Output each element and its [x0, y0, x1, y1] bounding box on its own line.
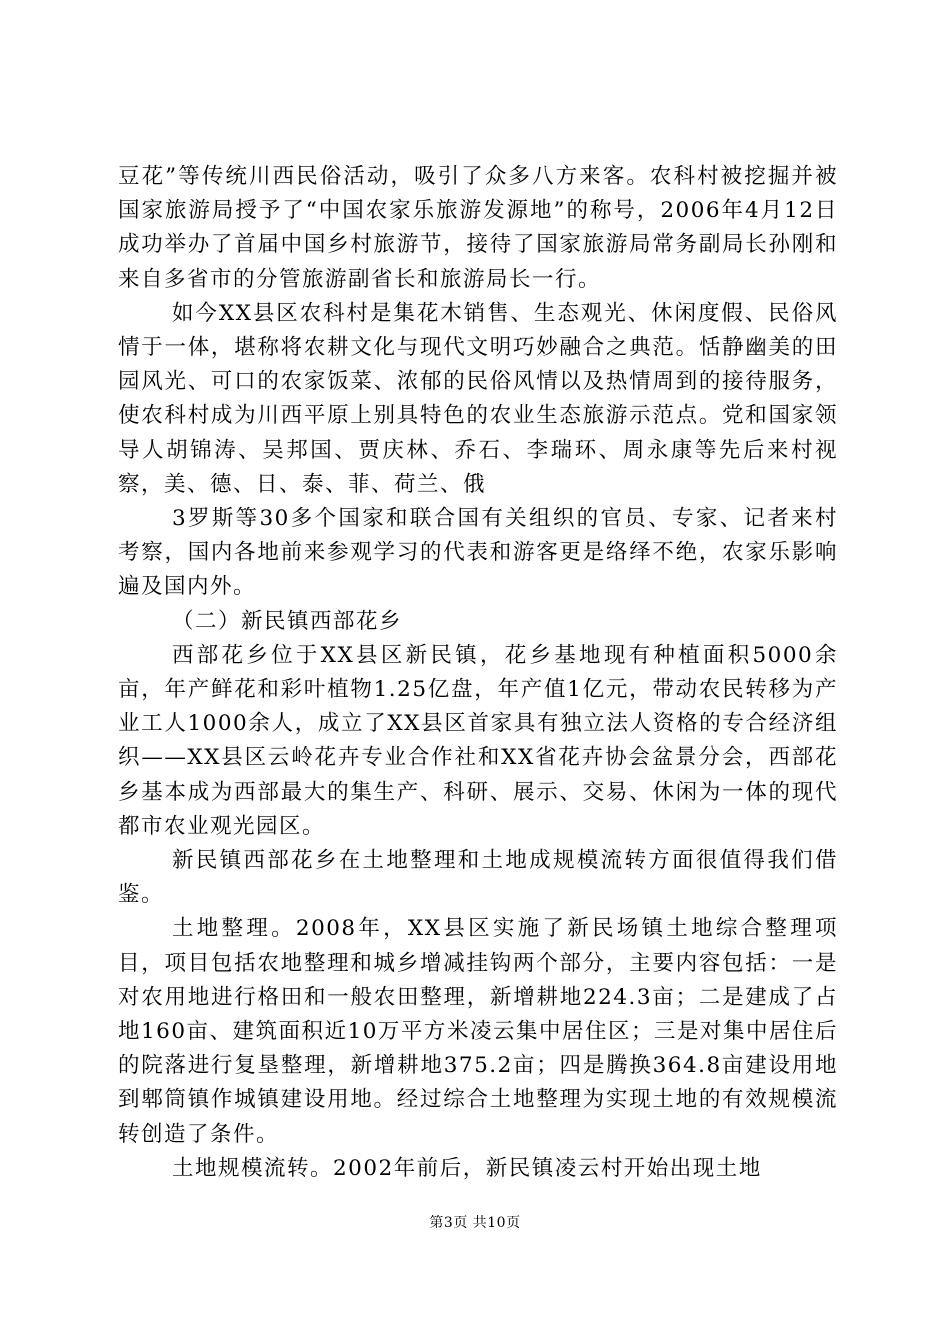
page-footer: 第3页 共10页: [429, 1215, 521, 1231]
paragraph-1: 豆花”等传统川西民俗活动，吸引了众多八方来客。农科村被挖掘并被国家旅游局授予了“中国农家乐旅游发源地”的称号，2006年4月12日成功举办了首届中国乡村旅游节，接待了国家旅游局常务副局长孙刚和来自多省市的分管旅游副省长和旅游局长一行。: [118, 164, 838, 292]
paragraph-7: 土地规模流转。2002年前后，新民镇凌云村开始出现土地: [172, 1155, 762, 1181]
paragraph-4: 西部花乡位于XX县区新民镇，花乡基地现有种植面积5000余亩，年产鲜花和彩叶植物1.25亿盘，年产值1亿元，带动农民转移为产业工人1000余人，成立了XX县区首家具有独立法人资格的专合经济组织——XX县区云岭花卉专业合作社和XX省花卉协会盆景分会，西部花乡基本成为西部最大的集生产、科研、展示、交易、休闲为一体的现代都市农业观光园区。: [118, 642, 838, 839]
paragraph-5: 新民镇西部花乡在土地整理和土地成规模流转方面很值得我们借鉴。: [118, 848, 838, 908]
paragraph-3: 3罗斯等30多个国家和联合国有关组织的官员、专家、记者来村考察，国内各地前来参观学习的代表和游客更是络绎不绝，农家乐影响遍及国内外。: [118, 506, 838, 600]
section-heading: （二）新民镇西部花乡: [172, 608, 403, 634]
paragraph-2: 如今XX县区农科村是集花木销售、生态观光、休闲度假、民俗风情于一体，堪称将农耕文化与现代文明巧妙融合之典范。恬静幽美的田园风光、可口的农家饭菜、浓郁的民俗风情以及热情周到的接待服务，使农科村成为川西平原上别具特色的农业生态旅游示范点。党和国家领导人胡锦涛、吴邦国、贾庆林、乔石、李瑞环、周永康等先后来村视察，美、德、日、泰、菲、荷兰、俄: [118, 300, 838, 497]
document-body: [118, 160, 838, 1186]
paragraph-6: 土地整理。2008年，XX县区实施了新民场镇土地综合整理项目，项目包括农地整理和城乡增减挂钩两个部分，主要内容包括：一是对农用地进行格田和一般农田整理，新增耕地224.3亩；二是建成了占地160亩、建筑面积近10万平方米凌云集中居住区；三是对集中居住后的院落进行复垦整理，新增耕地375.2亩；四是腾换364.8亩建设用地到郫筒镇作城镇建设用地。经过综合土地整理为实现土地的有效规模流转创造了条件。: [118, 916, 838, 1147]
